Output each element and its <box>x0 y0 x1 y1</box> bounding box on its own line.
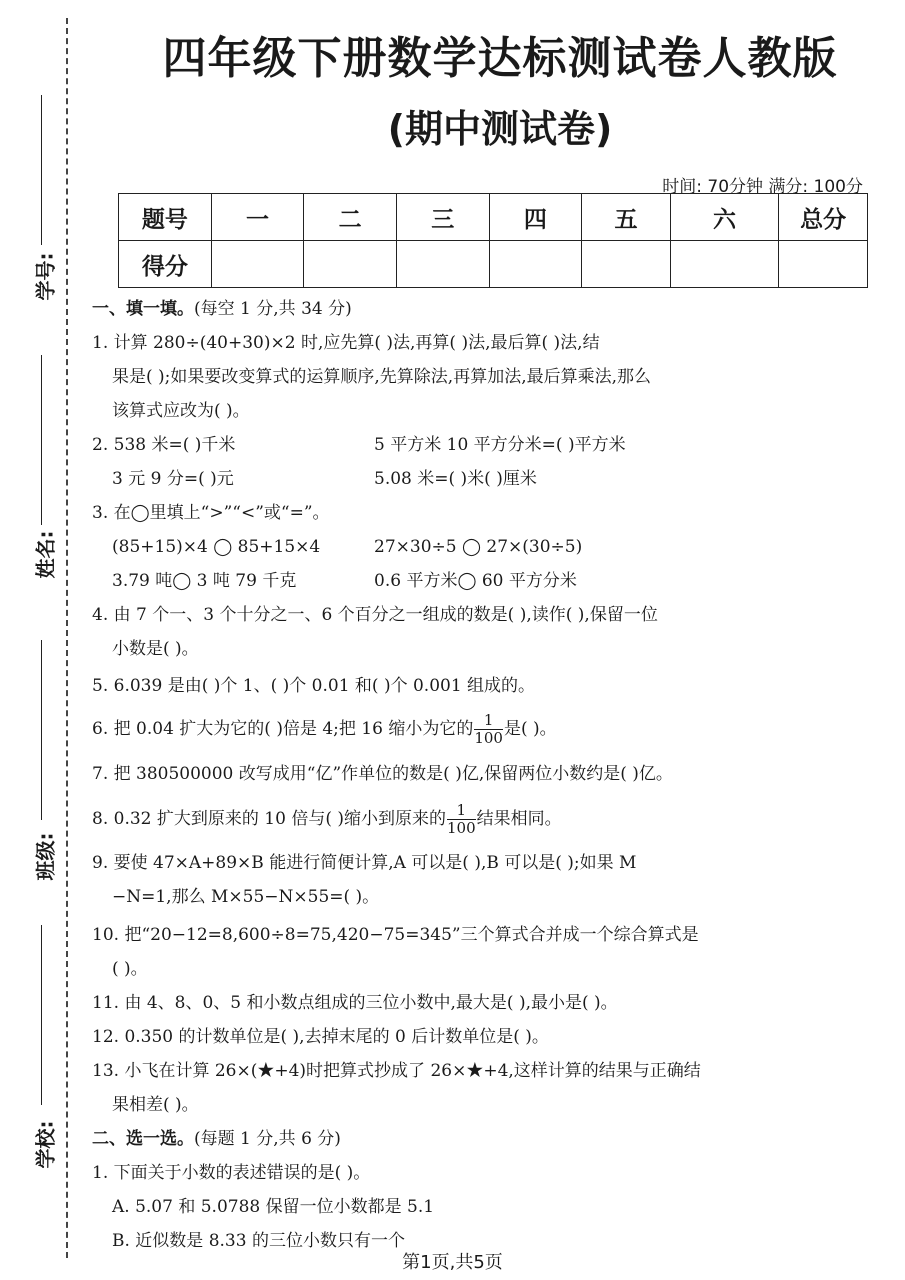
class-line <box>41 640 42 820</box>
question-13-line-1: 13. 小飞在计算 26×(★+4)时把算式抄成了 26×★+4,这样计算的结果与正确结 <box>92 1061 701 1081</box>
score-input-cell[interactable] <box>489 241 582 288</box>
question-1-line-1: 1. 计算 280÷(40+30)×2 时,应先算( )法,再算( )法,最后算( )法,结 <box>92 333 600 353</box>
question-content <box>92 292 852 1258</box>
section-1-note: (每空 1 分,共 34 分) <box>194 299 352 319</box>
question-3-line-1: 3. 在◯里填上“>”“<”或“=”。 <box>92 503 330 523</box>
student-id-line <box>41 95 42 245</box>
question-2b-right: 5.08 米=( )米( )厘米 <box>374 469 537 489</box>
fraction-numerator: 1 <box>456 801 467 819</box>
question-11: 11. 由 4、8、0、5 和小数点组成的三位小数中,最大是( ),最小是( )。 <box>92 993 618 1013</box>
fold-dashed-line <box>66 18 68 1258</box>
section-2-heading <box>92 1122 852 1156</box>
name-line <box>41 355 42 525</box>
score-cell: 五 <box>582 194 671 241</box>
fraction-numerator: 1 <box>483 711 494 729</box>
score-input-cell[interactable] <box>396 241 489 288</box>
question-2a-right: 5 平方米 10 平方分米=( )平方米 <box>374 435 626 455</box>
score-input-cell[interactable] <box>582 241 671 288</box>
question-7: 7. 把 380500000 改写成用“亿”作单位的数是( )亿,保留两位小数约是( )亿。 <box>92 764 673 784</box>
section-2-question-1: 1. 下面关于小数的表述错误的是( )。 <box>92 1163 371 1183</box>
question-8-text-before: 8. 0.32 扩大到原来的 10 倍与( )缩小到原来的 <box>92 809 446 829</box>
question-9-line-2: −N=1,那么 M×55−N×55=( )。 <box>112 887 380 907</box>
question-2-line-1 <box>92 428 852 462</box>
question-13-line-2: 果相差( )。 <box>112 1095 199 1115</box>
question-9-line-1: 9. 要使 47×A+89×B 能进行简便计算,A 可以是( ),B 可以是( );如果 M <box>92 853 637 873</box>
question-3c-right: 0.6 平方米◯ 60 平方分米 <box>374 571 577 591</box>
fraction-denominator: 100 <box>474 729 503 747</box>
score-cell: 六 <box>670 194 779 241</box>
score-table-score-row <box>119 241 868 288</box>
question-1-line-3: 该算式应改为( )。 <box>112 401 250 421</box>
name-label: 姓名: <box>33 530 58 579</box>
question-3b-left: (85+15)×4 ◯ 85+15×4 <box>112 537 321 557</box>
score-input-cell[interactable] <box>670 241 779 288</box>
score-table <box>118 193 868 288</box>
question-5: 5. 6.039 是由( )个 1、( )个 0.01 和( )个 0.001 组成的。 <box>92 676 536 696</box>
question-6-text-before: 6. 把 0.04 扩大为它的( )倍是 4;把 16 缩小为它的 <box>92 719 474 739</box>
section-2-option-b: B. 近似数是 8.33 的三位小数只有一个 <box>112 1231 405 1251</box>
fraction-one-hundredth <box>474 712 503 747</box>
page-title: 四年级下册数学达标测试卷人教版 <box>162 33 838 84</box>
question-10-line-2: ( )。 <box>112 959 148 979</box>
school-line <box>41 925 42 1105</box>
page-number: 第1页,共5页 <box>402 1252 503 1273</box>
section-1-heading <box>92 292 852 326</box>
score-table-header-row <box>119 194 868 241</box>
question-1-line-2: 果是( );如果要改变算式的运算顺序,先算除法,再算加法,最后算乘法,那么 <box>112 367 652 387</box>
question-8-text-after: 结果相同。 <box>476 809 562 829</box>
score-cell: 四 <box>489 194 582 241</box>
question-10-line-1: 10. 把“20−12=8,600÷8=75,420−75=345”三个算式合并成一个综合算式是 <box>92 925 699 945</box>
section-2-option-a: A. 5.07 和 5.0788 保留一位小数都是 5.1 <box>112 1197 435 1217</box>
fraction-denominator: 100 <box>447 819 476 837</box>
question-4-line-2: 小数是( )。 <box>112 639 199 659</box>
question-6 <box>92 706 852 752</box>
question-3-line-2 <box>92 530 852 564</box>
question-3b-right: 27×30÷5 ◯ 27×(30÷5) <box>374 537 583 557</box>
school-label: 学校: <box>33 1120 58 1169</box>
section-1-title: 一、填一填。 <box>92 299 194 319</box>
score-cell: 总分 <box>779 194 868 241</box>
question-4-line-1: 4. 由 7 个一、3 个十分之一、6 个百分之一组成的数是( ),读作( ),保留一位 <box>92 605 658 625</box>
class-label: 班级: <box>33 832 58 881</box>
section-2-note: (每题 1 分,共 6 分) <box>194 1129 341 1149</box>
score-input-cell[interactable] <box>211 241 304 288</box>
score-cell: 二 <box>304 194 397 241</box>
score-cell: 一 <box>211 194 304 241</box>
score-row-label: 得分 <box>119 241 212 288</box>
time-score-info: 时间: 70分钟 满分: 100分 <box>662 177 863 197</box>
question-3c-left: 3.79 吨◯ 3 吨 79 千克 <box>112 571 297 591</box>
fraction-one-hundredth <box>447 802 476 837</box>
question-8 <box>92 796 852 842</box>
student-id-label: 学号: <box>33 252 58 301</box>
question-2b-left: 3 元 9 分=( )元 <box>112 469 234 489</box>
section-2-title: 二、选一选。 <box>92 1129 194 1149</box>
question-3-line-3 <box>92 564 852 598</box>
page-subtitle: (期中测试卷) <box>387 107 613 151</box>
score-input-cell[interactable] <box>304 241 397 288</box>
score-cell: 题号 <box>119 194 212 241</box>
score-input-cell[interactable] <box>779 241 868 288</box>
question-2-line-2 <box>92 462 852 496</box>
question-6-text-after: 是( )。 <box>503 719 557 739</box>
question-2a-left: 2. 538 米=( )千米 <box>92 435 236 455</box>
question-12: 12. 0.350 的计数单位是( ),去掉末尾的 0 后计数单位是( )。 <box>92 1027 549 1047</box>
score-cell: 三 <box>396 194 489 241</box>
